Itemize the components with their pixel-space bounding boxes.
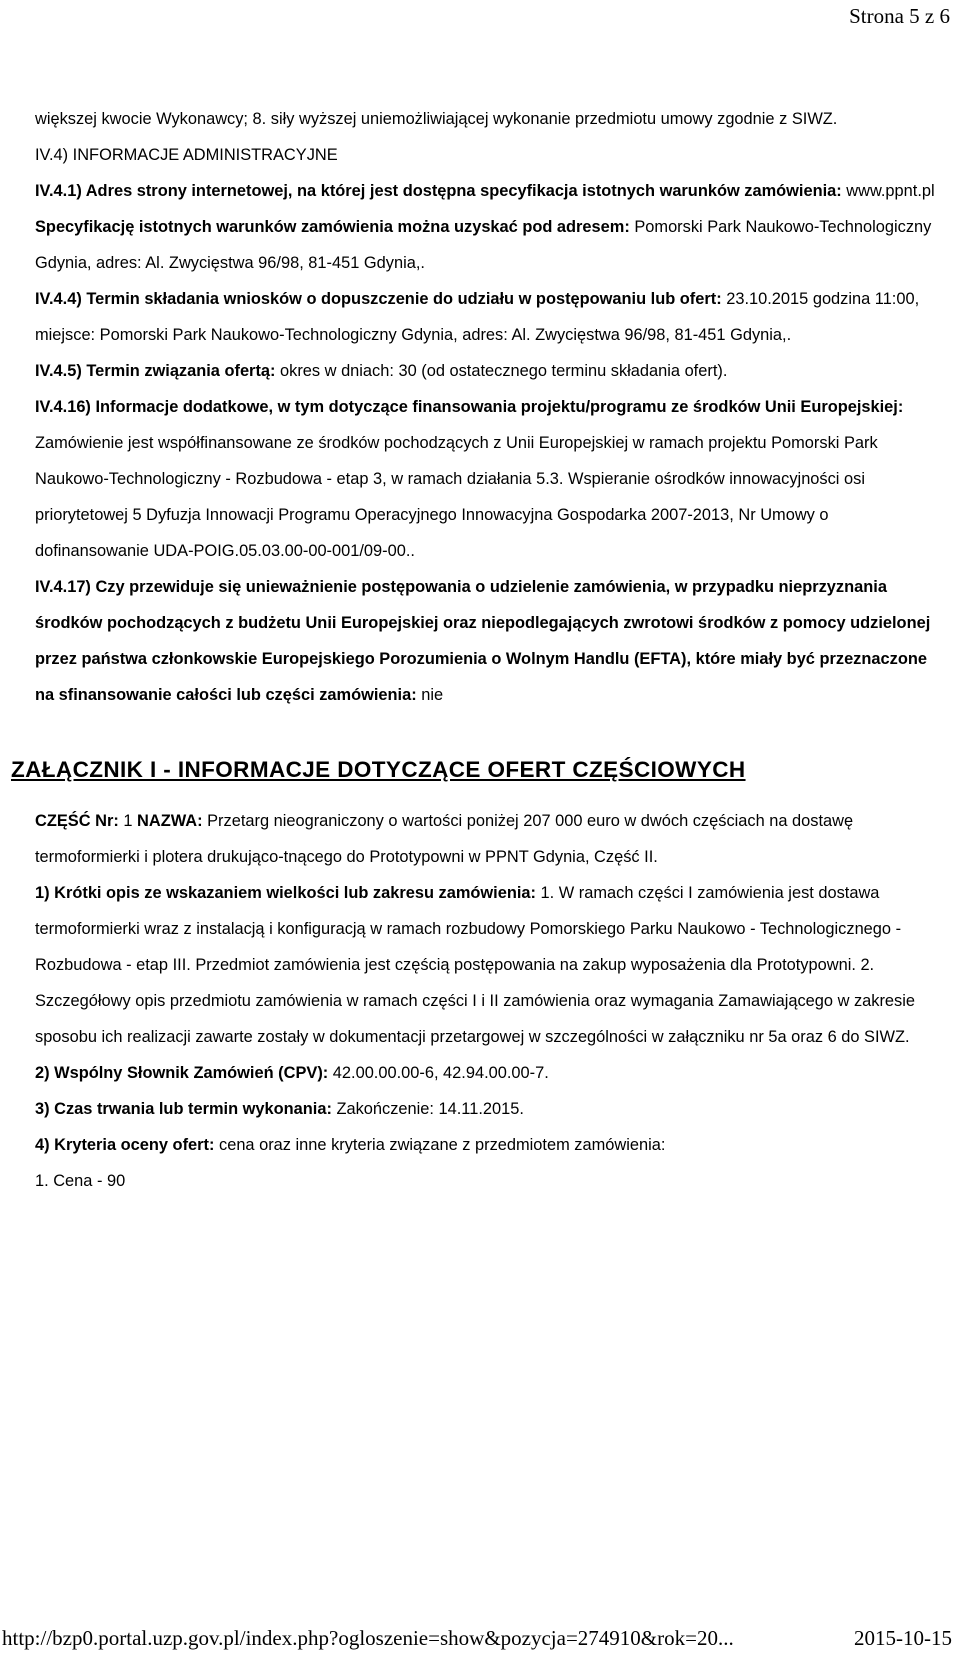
paragraph-binding-period [35,353,940,389]
value: 1. W ramach części I zamówienia jest dostawa termoformierki wraz z instalacją i konfiguracją w ramach rozbudowy Pomorskiego Parku Naukowo - Technologicznego - Rozbudowa - etap III. Przedmiot zamówienia jest częścią postępowania na zakup wyposażenia dla Prototypowni. 2. Szczegółowy opis przedmiotu zamówienia w ramach części I i II zamówienia oraz wymagania Zamawiającego w zakresie sposobu ich realizacji zawarte zostały w dokumentacji przetargowej w szczególności w załączniku nr 5a oraz 6 do SIWZ. [35,884,915,1046]
paragraph-deadline [35,281,940,353]
section-heading-admin-info: IV.4) INFORMACJE ADMINISTRACYJNE [35,146,338,164]
value: 1 [118,812,138,830]
value: 23.10.2015 godzina 11:00, miejsce: Pomorski Park Naukowo-Technologiczny Gdynia, adres: Al. Zwycięstwa 96/98, 81-451 Gdynia,. [35,290,920,344]
item-criteria-price: 1. Cena - 90 [35,1172,126,1190]
website-link[interactable]: www.ppnt.pl [841,182,935,200]
label: IV.4.5) Termin związania ofertą: [35,362,276,380]
label: Specyfikację istotnych warunków zamówienia można uzyskać pod adresem: [35,218,630,236]
label: IV.4.4) Termin składania wniosków o dopuszczenie do udziału w postępowaniu lub ofert: [35,290,722,308]
label: IV.4.17) Czy przewiduje się unieważnienie postępowania o udzielenie zamówienia, w przypadku nieprzyznania środków pochodzących z budżetu Unii Europejskiej oraz niepodlegających zwrotowi środków z pomocy udzielonej przez państwa członkowskie Europejskiego Porozumienia o Wolnym Handlu (EFTA), które miały być przeznaczone na sfinansowanie całości lub części zamówienia: [35,578,931,704]
value: Przetarg nieograniczony o wartości poniżej 207 000 euro w dwóch częściach na dostawę termoformierki i plotera drukująco-tnącego do Prototypowni w PPNT Gdynia, Część II. [35,812,854,866]
label: NAZWA: [137,812,203,830]
label: IV.4.1) Adres strony internetowej, na której jest dostępna specyfikacja istotnych warunków zamówienia: [35,182,842,200]
value: Zamówienie jest współfinansowane ze środków pochodzących z Unii Europejskiej w ramach projektu Pomorski Park Naukowo-Technologiczny - Rozbudowa - etap 3, w ramach działania 5.3. Wspieranie ośrodków innowacyjności osi priorytetowej 5 Dyfuzja Innowacji Programu Operacyjnego Innowacyjna Gospodarka 2007-2013, Nr Umowy o dofinansowanie UDA-POIG.05.03.00-00-001/09-00.. [35,434,878,560]
value: 42.00.00.00-6, 42.94.00.00-7. [328,1064,549,1082]
paragraph-website [35,173,940,209]
label: CZĘŚĆ Nr: [35,812,119,830]
item-criteria [35,1127,940,1163]
annex-title: ZAŁĄCZNIK I - INFORMACJE DOTYCZĄCE OFERT CZĘŚCIOWYCH [11,757,746,782]
footer-url[interactable]: http://bzp0.portal.uzp.gov.pl/index.php?ogloszenie=show&pozycja=274910&rok=20... [2,1626,734,1650]
page-number: Strona 5 z 6 [849,4,950,28]
label: IV.4.16) Informacje dodatkowe, w tym dotyczące finansowania projektu/programu ze środków Unii Europejskiej: [35,398,904,416]
value: Zakończenie: 14.11.2015. [331,1100,524,1118]
paragraph-part-name [35,803,940,875]
paragraph-additional-info [35,389,940,569]
page-footer [0,1624,960,1654]
value: okres w dniach: 30 (od ostatecznego terminu składania ofert). [275,362,728,380]
paragraph-force-majeure: większej kwocie Wykonawcy; 8. siły wyższej uniemożliwiającej wykonanie przedmiotu umowy zgodnie z SIWZ. [35,110,838,128]
value: Pomorski Park Naukowo-Technologiczny Gdynia, adres: Al. Zwycięstwa 96/98, 81-451 Gdynia,. [35,218,932,272]
label: 4) Kryteria oceny ofert: [35,1136,215,1154]
label: 1) Krótki opis ze wskazaniem wielkości lub zakresu zamówienia: [35,884,536,902]
label: 3) Czas trwania lub termin wykonania: [35,1100,332,1118]
item-duration [35,1091,940,1127]
item-short-description [35,875,940,1055]
paragraph-spec-address [35,209,940,281]
value: cena oraz inne kryteria związane z przedmiotem zamówienia: [214,1136,666,1154]
footer-date: 2015-10-15 [854,1626,952,1650]
document-body [11,101,940,1199]
value: nie [416,686,444,704]
item-cpv [35,1055,940,1091]
label: 2) Wspólny Słownik Zamówień (CPV): [35,1064,329,1082]
paragraph-annulment [35,569,940,713]
